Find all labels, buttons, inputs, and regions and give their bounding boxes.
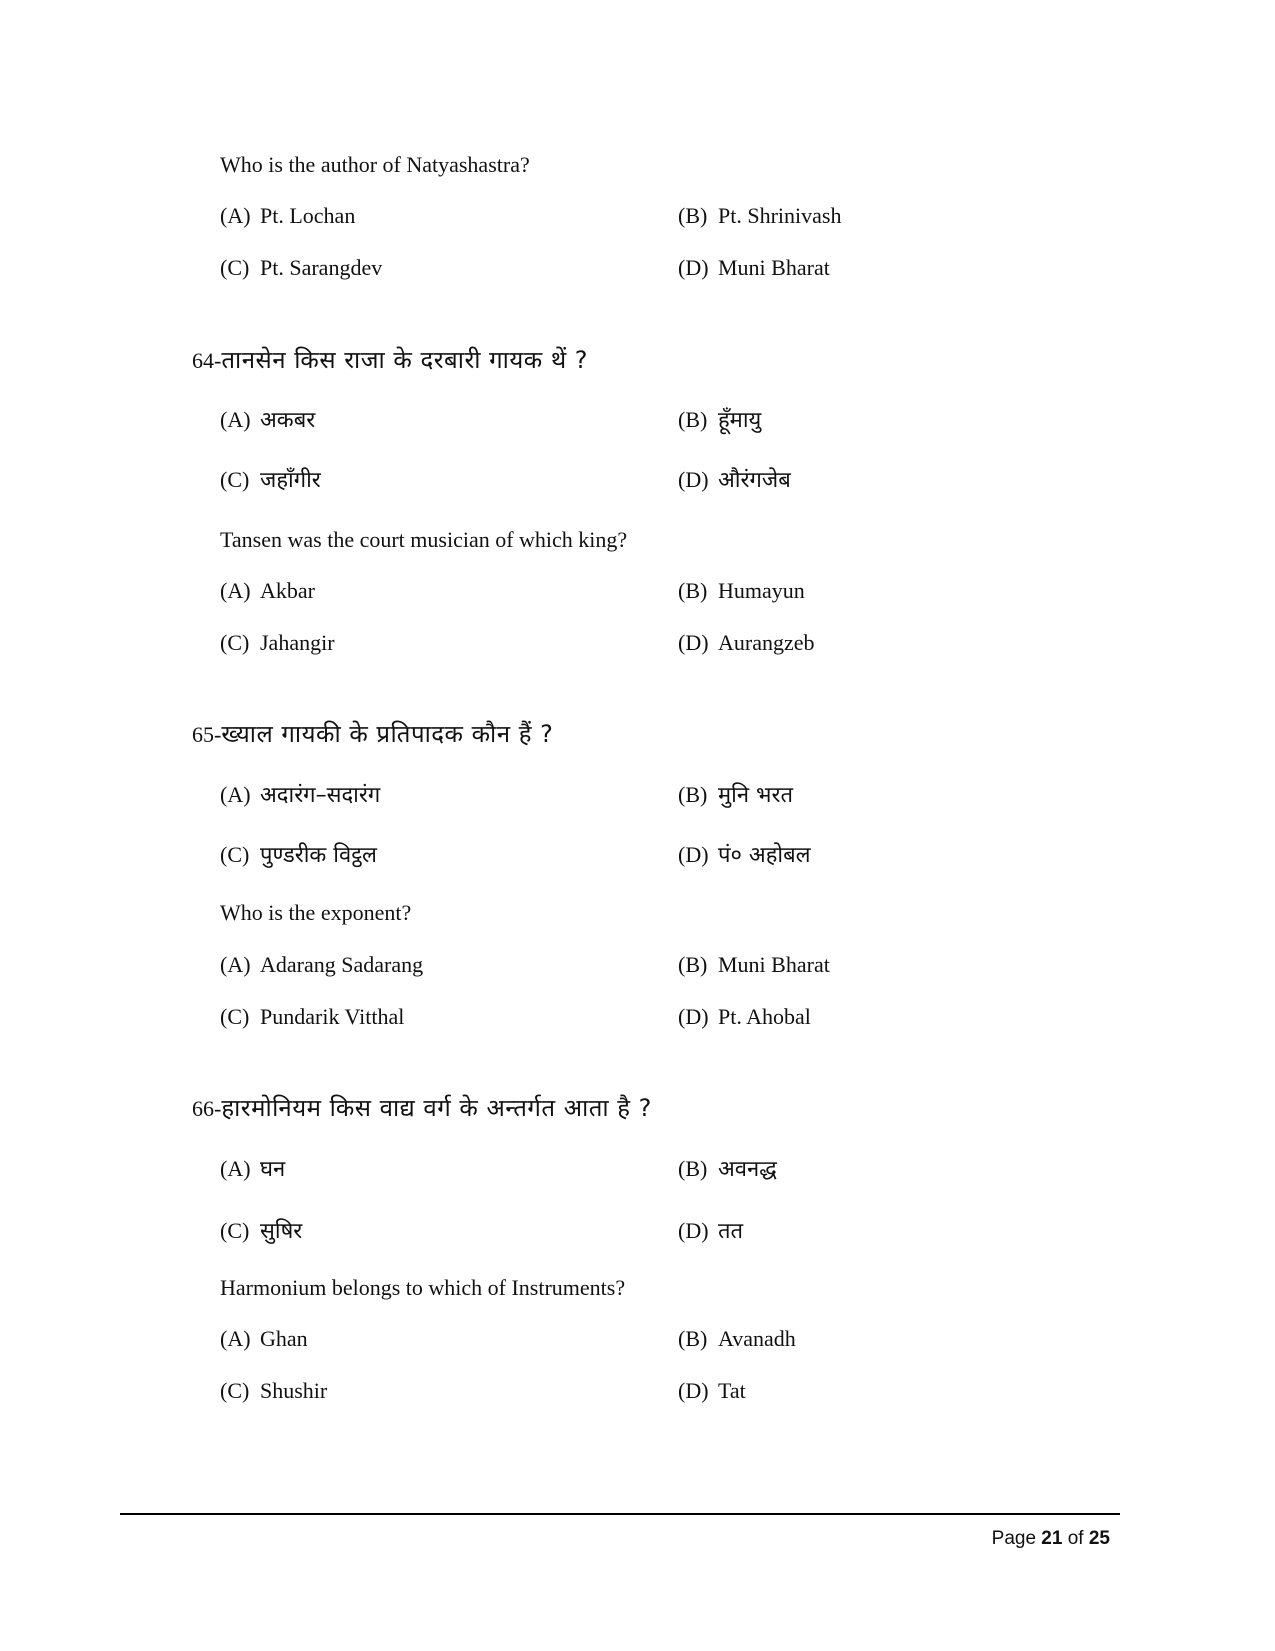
- question-text: तानसेन किस राजा के दरबारी गायक थें ?: [221, 346, 589, 374]
- page-current: 21: [1041, 1528, 1063, 1549]
- option-letter: (C): [220, 842, 250, 867]
- option-text: औरंगजेब: [718, 468, 791, 493]
- option-text: अकबर: [260, 408, 316, 433]
- q64-hindi-option-d: [678, 464, 791, 494]
- q66-english-question: Harmonium belongs to which of Instruments?: [220, 1275, 626, 1300]
- question-number: 65-: [192, 722, 222, 747]
- option-letter: (D): [678, 255, 709, 280]
- option-letter: (A): [220, 578, 251, 603]
- option-letter: (C): [220, 255, 250, 280]
- footer-divider: [120, 1513, 1120, 1515]
- q64-english-option-d: [678, 630, 815, 656]
- q64-english-question: Tansen was the court musician of which king?: [220, 527, 628, 552]
- page-number: [992, 1528, 1110, 1550]
- option-text: पुण्डरीक विट्ठल: [260, 843, 377, 868]
- option-text: Shushir: [260, 1378, 328, 1403]
- q66-english-option-c: [220, 1378, 327, 1404]
- option-letter: (C): [220, 467, 250, 492]
- option-text: Adarang Sadarang: [260, 952, 424, 977]
- q63-english-question: Who is the author of Natyashastra?: [220, 152, 530, 177]
- q66-english-option-b: [678, 1326, 796, 1352]
- option-text: Pundarik Vitthal: [260, 1004, 405, 1029]
- option-text: Tat: [718, 1378, 746, 1403]
- option-text: Ghan: [260, 1326, 308, 1351]
- q64-hindi-option-b: [678, 404, 761, 434]
- option-text: Pt. Sarangdev: [260, 255, 383, 280]
- q66-hindi-option-b: [678, 1153, 777, 1183]
- question-number: 64-: [192, 348, 222, 373]
- option-text: हूँमायु: [718, 408, 762, 433]
- q65-hindi-option-a: [220, 779, 380, 809]
- q64-english-option-a: [220, 578, 315, 604]
- q66-hindi-option-a: [220, 1153, 285, 1183]
- option-letter: (A): [220, 1156, 251, 1181]
- q66-hindi-option-d: [678, 1215, 743, 1245]
- option-text: घन: [260, 1157, 286, 1182]
- option-letter: (D): [678, 1218, 709, 1243]
- q65-hindi-option-c: [220, 839, 377, 869]
- q64-hindi-question: [192, 343, 588, 376]
- question-text: हारमोनियम किस वाद्य वर्ग के अन्तर्गत आता है ?: [221, 1094, 652, 1122]
- option-letter: (B): [678, 1156, 708, 1181]
- q66-english-option-a: [220, 1326, 308, 1352]
- option-text: Avanadh: [718, 1326, 796, 1351]
- option-letter: (C): [220, 630, 250, 655]
- q65-hindi-option-b: [678, 779, 793, 809]
- option-letter: (A): [220, 952, 251, 977]
- option-text: Pt. Lochan: [260, 203, 356, 228]
- option-text: अवनद्ध: [718, 1157, 777, 1182]
- option-letter: (B): [678, 578, 708, 603]
- option-letter: (B): [678, 407, 708, 432]
- q63-english-option-c: [220, 255, 382, 281]
- question-number: 66-: [192, 1096, 222, 1121]
- option-letter: (C): [220, 1378, 250, 1403]
- question-text: ख्याल गायकी के प्रतिपादक कौन हैं ?: [221, 720, 554, 748]
- q64-hindi-option-a: [220, 404, 315, 434]
- option-text: जहाँगीर: [260, 468, 321, 493]
- option-text: Pt. Ahobal: [718, 1004, 811, 1029]
- q65-english-option-d: [678, 1004, 811, 1030]
- option-letter: (B): [678, 782, 708, 807]
- option-letter: (A): [220, 407, 251, 432]
- option-text: Aurangzeb: [718, 630, 815, 655]
- option-letter: (B): [678, 203, 708, 228]
- option-letter: (C): [220, 1004, 250, 1029]
- q64-hindi-option-c: [220, 464, 321, 494]
- option-text: Muni Bharat: [718, 255, 830, 280]
- q63-english-option-b: [678, 203, 841, 229]
- option-text: अदारंग–सदारंग: [260, 783, 381, 808]
- option-text: सुषिर: [260, 1219, 303, 1244]
- q65-english-option-b: [678, 952, 830, 978]
- option-letter: (D): [678, 842, 709, 867]
- q65-english-question: Who is the exponent?: [220, 900, 412, 925]
- q66-hindi-question: [192, 1091, 652, 1124]
- q64-english-option-b: [678, 578, 805, 604]
- option-text: Muni Bharat: [718, 952, 830, 977]
- q63-english-option-d: [678, 255, 830, 281]
- option-letter: (B): [678, 952, 708, 977]
- q63-english-option-a: [220, 203, 355, 229]
- q65-hindi-option-d: [678, 839, 811, 869]
- option-letter: (C): [220, 1218, 250, 1243]
- option-letter: (A): [220, 1326, 251, 1351]
- q65-english-option-a: [220, 952, 423, 978]
- option-letter: (D): [678, 1378, 709, 1403]
- option-letter: (D): [678, 1004, 709, 1029]
- of-word: of: [1067, 1528, 1084, 1549]
- option-letter: (A): [220, 782, 251, 807]
- q65-hindi-question: [192, 717, 553, 750]
- page-word: Page: [991, 1528, 1037, 1549]
- q65-english-option-c: [220, 1004, 404, 1030]
- option-text: Jahangir: [260, 630, 335, 655]
- option-text: तत: [718, 1219, 744, 1244]
- option-text: Humayun: [718, 578, 805, 603]
- option-letter: (D): [678, 467, 709, 492]
- option-text: मुनि भरत: [718, 783, 794, 808]
- q66-english-option-d: [678, 1378, 746, 1404]
- option-text: Akbar: [260, 578, 315, 603]
- option-letter: (D): [678, 630, 709, 655]
- q64-english-option-c: [220, 630, 335, 656]
- option-letter: (A): [220, 203, 251, 228]
- option-text: Pt. Shrinivash: [718, 203, 842, 228]
- option-text: पं० अहोबल: [718, 843, 811, 868]
- option-letter: (B): [678, 1326, 708, 1351]
- q66-hindi-option-c: [220, 1215, 302, 1245]
- page-total: 25: [1088, 1528, 1110, 1549]
